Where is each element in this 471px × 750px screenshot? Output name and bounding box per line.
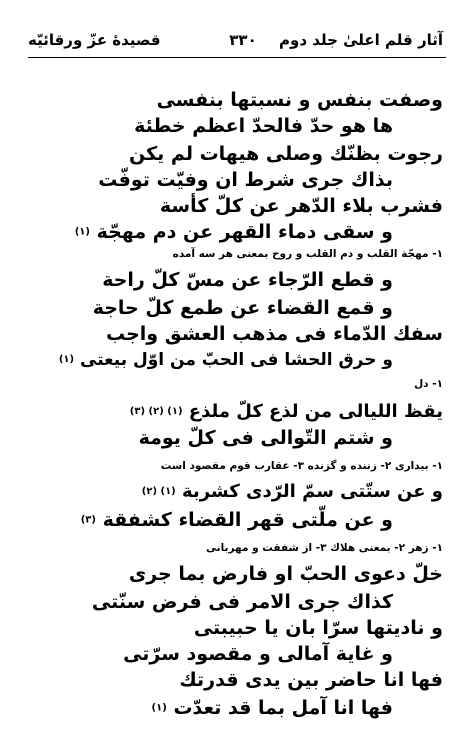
verse-line: و غایة آمالی و مقصود سرّتی xyxy=(123,643,393,665)
footnote-marker: (۱) (۲) (۳) xyxy=(129,406,183,417)
footnote: ۱- دل xyxy=(414,378,443,390)
verse-line: و حرق الحشا فی الحبّ من اوّل بیعتی (۱) xyxy=(58,350,393,370)
footnote: ۱- زهر ۲- بمعنی هلاك ۳- از شفقت و مهربانی xyxy=(206,542,443,554)
footnote-marker: (۱) xyxy=(58,354,75,365)
verse-line: فها انا آمل بما قد تعدّت (۱) xyxy=(151,697,393,719)
footnote: ۱- بیداری ۲- زننده و گزنده ۳- عقارب قوم مقصود است xyxy=(160,460,443,472)
book-title: آثار قلم اعلیٰ جلد دوم xyxy=(279,31,443,49)
verse-line: كذاك جری الامر فی فرض سنّتی xyxy=(91,591,393,613)
verse-line: و شتم التّوالی فی كلّ یومة xyxy=(138,427,393,449)
verse-line: فشرب بلاء الدّهر عن كلّ كأسة xyxy=(159,195,443,217)
verse-line: و عن ستّتی سمّ الرّدی کشربة (۱) (۲) xyxy=(141,481,443,502)
footnote-marker: (۳) xyxy=(80,514,96,526)
verse-line: یقظ اللیالی من لذع كلّ ملذع (۱) (۲) (۳) xyxy=(129,401,443,422)
header-rule xyxy=(28,57,446,58)
verse-line: بذاك جری شرط ان وفیّت توفّت xyxy=(98,169,393,191)
verse-line: و سقی دماء القهر عن دم مهجّة (۱) xyxy=(74,221,393,243)
verse-line: ها هو حدّ فالحدّ اعظم خطئة xyxy=(134,115,393,137)
footnote-marker: (۱) xyxy=(151,702,167,714)
page-number: ۳۳۰ xyxy=(229,31,257,49)
verse-line: رجوت بظنّك وصلی هیهات لم یكن xyxy=(129,143,443,165)
verse-line: وصفت بنفس و نسبتها بنفسی xyxy=(156,89,443,111)
verse-line: فها انا حاضر بین یدی قدرتك xyxy=(179,669,443,691)
verse-line: و نادیتها سرّا بان یا حبیبتی xyxy=(193,617,443,639)
verse-line: خلّ دعوی الحبّ او فارض بما جری xyxy=(128,563,443,585)
footnote-marker: (۱) xyxy=(74,226,90,238)
verse-line: سفك الدّماء فی مذهب العشق واجب xyxy=(105,323,443,345)
section-title: قصیدهٔ عزّ ورقائیّه xyxy=(28,31,161,49)
verse-line: و قطع الرّجاء عن مسّ كلّ راحة xyxy=(102,269,393,291)
verse-line: و عن ملّتی قهر القضاء كشفقة (۳) xyxy=(80,509,393,531)
footnote: ۱- مهجّة القلب و دم القلب و روح بمعنی هر سه آمده xyxy=(172,248,443,260)
verse-line: و قمع القضاء عن طمع كلّ حاجة xyxy=(92,297,393,319)
footnote-marker: (۱) (۲) xyxy=(141,486,176,497)
